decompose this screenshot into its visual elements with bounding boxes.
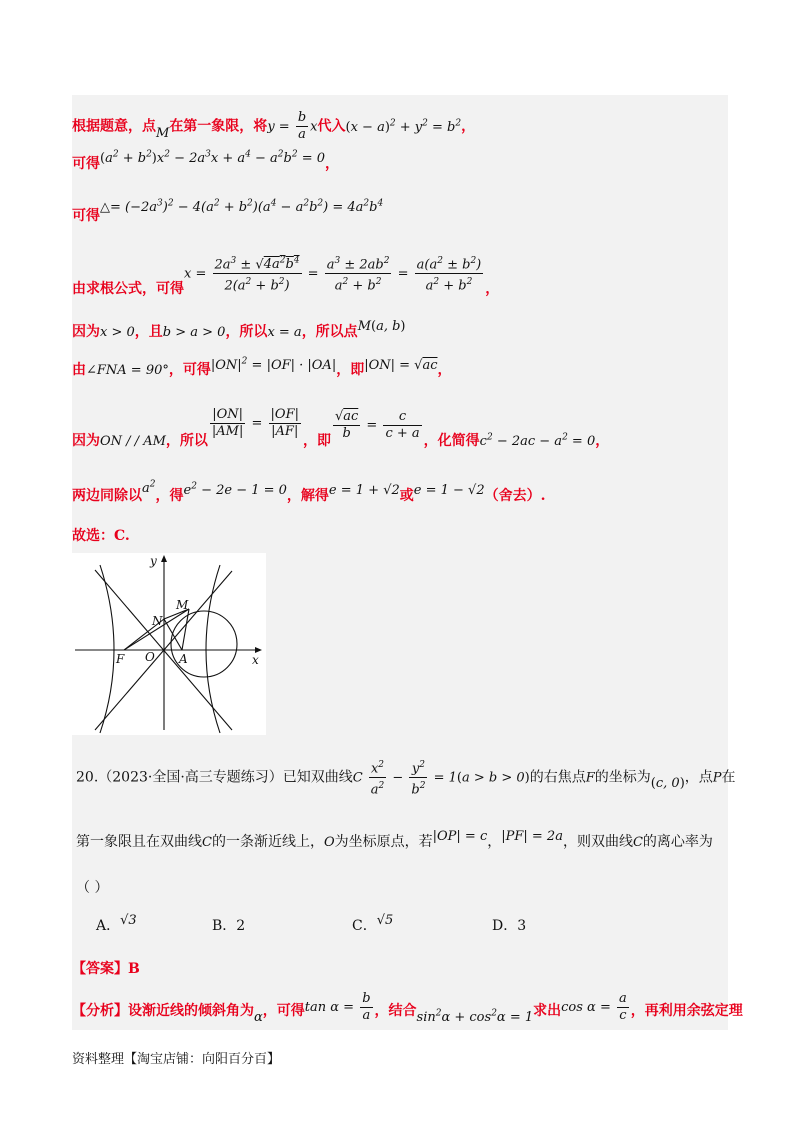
label-y: y — [150, 554, 157, 568]
footer-note: 资料整理【淘宝店铺：向阳百分百】 — [72, 1051, 281, 1066]
problem-20-line-2: 第一象限且在双曲线C的一条渐近线上，O为坐标原点，若|OP| = c，|PF| = 2a，则双曲线C的离心率为 — [76, 829, 713, 850]
label-x: x — [252, 653, 259, 667]
option-a[interactable]: A．√3 — [96, 913, 137, 934]
label-M: M — [176, 598, 189, 612]
solution-line-9: 故选：C. — [72, 528, 130, 544]
option-b[interactable]: B．2 — [212, 918, 246, 934]
solution-line-1: 根据题意，点M在第一象限，将y = $\frac{b}{a}$ x代入$(x - a)^2 + y^2 = b^2$， — [72, 110, 476, 142]
solution-line-2: 可得$(a^2 + b^2)x^2 - 2a^3x + a^4 - a^2b^2 = 0$， — [72, 149, 340, 172]
circle — [171, 611, 237, 677]
document-page — [72, 95, 743, 1030]
segment-AM — [182, 609, 189, 650]
solution-line-8: 两边同除以$a^2$，得$e^2 - 2e - 1 = 0$，解得e = 1 + √2或e = 1 − √2（舍去）. — [72, 479, 546, 504]
label-F: F — [116, 652, 125, 666]
option-d[interactable]: D．3 — [492, 918, 527, 934]
option-c[interactable]: C．√5 — [352, 913, 394, 934]
solution-line-7: 因为ON / / AM，所以 $\frac{|ON|}{|AM|}$ = $\frac{|OF|}{|AF|}$ ，即 $\frac{√ac}{b}$ = $\frac{c}{c + a}$ ，化简得$c^2 - 2ac - a^2 = 0$， — [72, 407, 610, 449]
solution-line-5: 因为x > 0，且b > a > 0，所以x = a，所以点M(a, b) — [72, 319, 406, 340]
solution-line-6: 由∠FNA = 90°，可得$|ON|^2 = |OF| \cdot |OA|$，即|ON| = √ac， — [72, 356, 452, 378]
problem-20-bracket: （ ） — [76, 880, 109, 896]
solution-line-3: 可得△= $(-2a^3)^2 - 4(a^2 + b^2)(a^4 - a^2b^2) = 4a^2b^4$ — [72, 198, 384, 224]
problem-20-line-1: 20.（2023·全国·高三专题练习）已知双曲线C $\frac{x^2}{a^2}$ − $\frac{y^2}{b^2}$ = 1(a > b > 0)的右焦点F的坐标为(c, 0)，点P在 — [76, 757, 736, 799]
hyperbola-figure — [72, 553, 266, 735]
label-N: N — [152, 614, 163, 628]
answer-line: 【答案】B — [72, 961, 140, 977]
label-O: O — [145, 650, 155, 664]
label-A: A — [179, 652, 188, 666]
solution-line-4: 由求根公式，可得x = $\frac{2a^3 \pm √4a^2b^4}{2(a^2 + b^2)}$ = $\frac{a^3 \pm 2ab^2}{a^2 + b^2}$ = $\frac{a(a^2 \pm b^2)}{a^2 + b^2}$ ， — [72, 245, 499, 287]
analysis-line: 【分析】设渐近线的倾斜角为α，可得tan α = $\frac{b}{a}$ ，结合$\sin^2\alpha + \cos^2\alpha = 1$求出cos α = $\frac{a}{c}$ ，再利用余弦定理 — [72, 991, 743, 1025]
